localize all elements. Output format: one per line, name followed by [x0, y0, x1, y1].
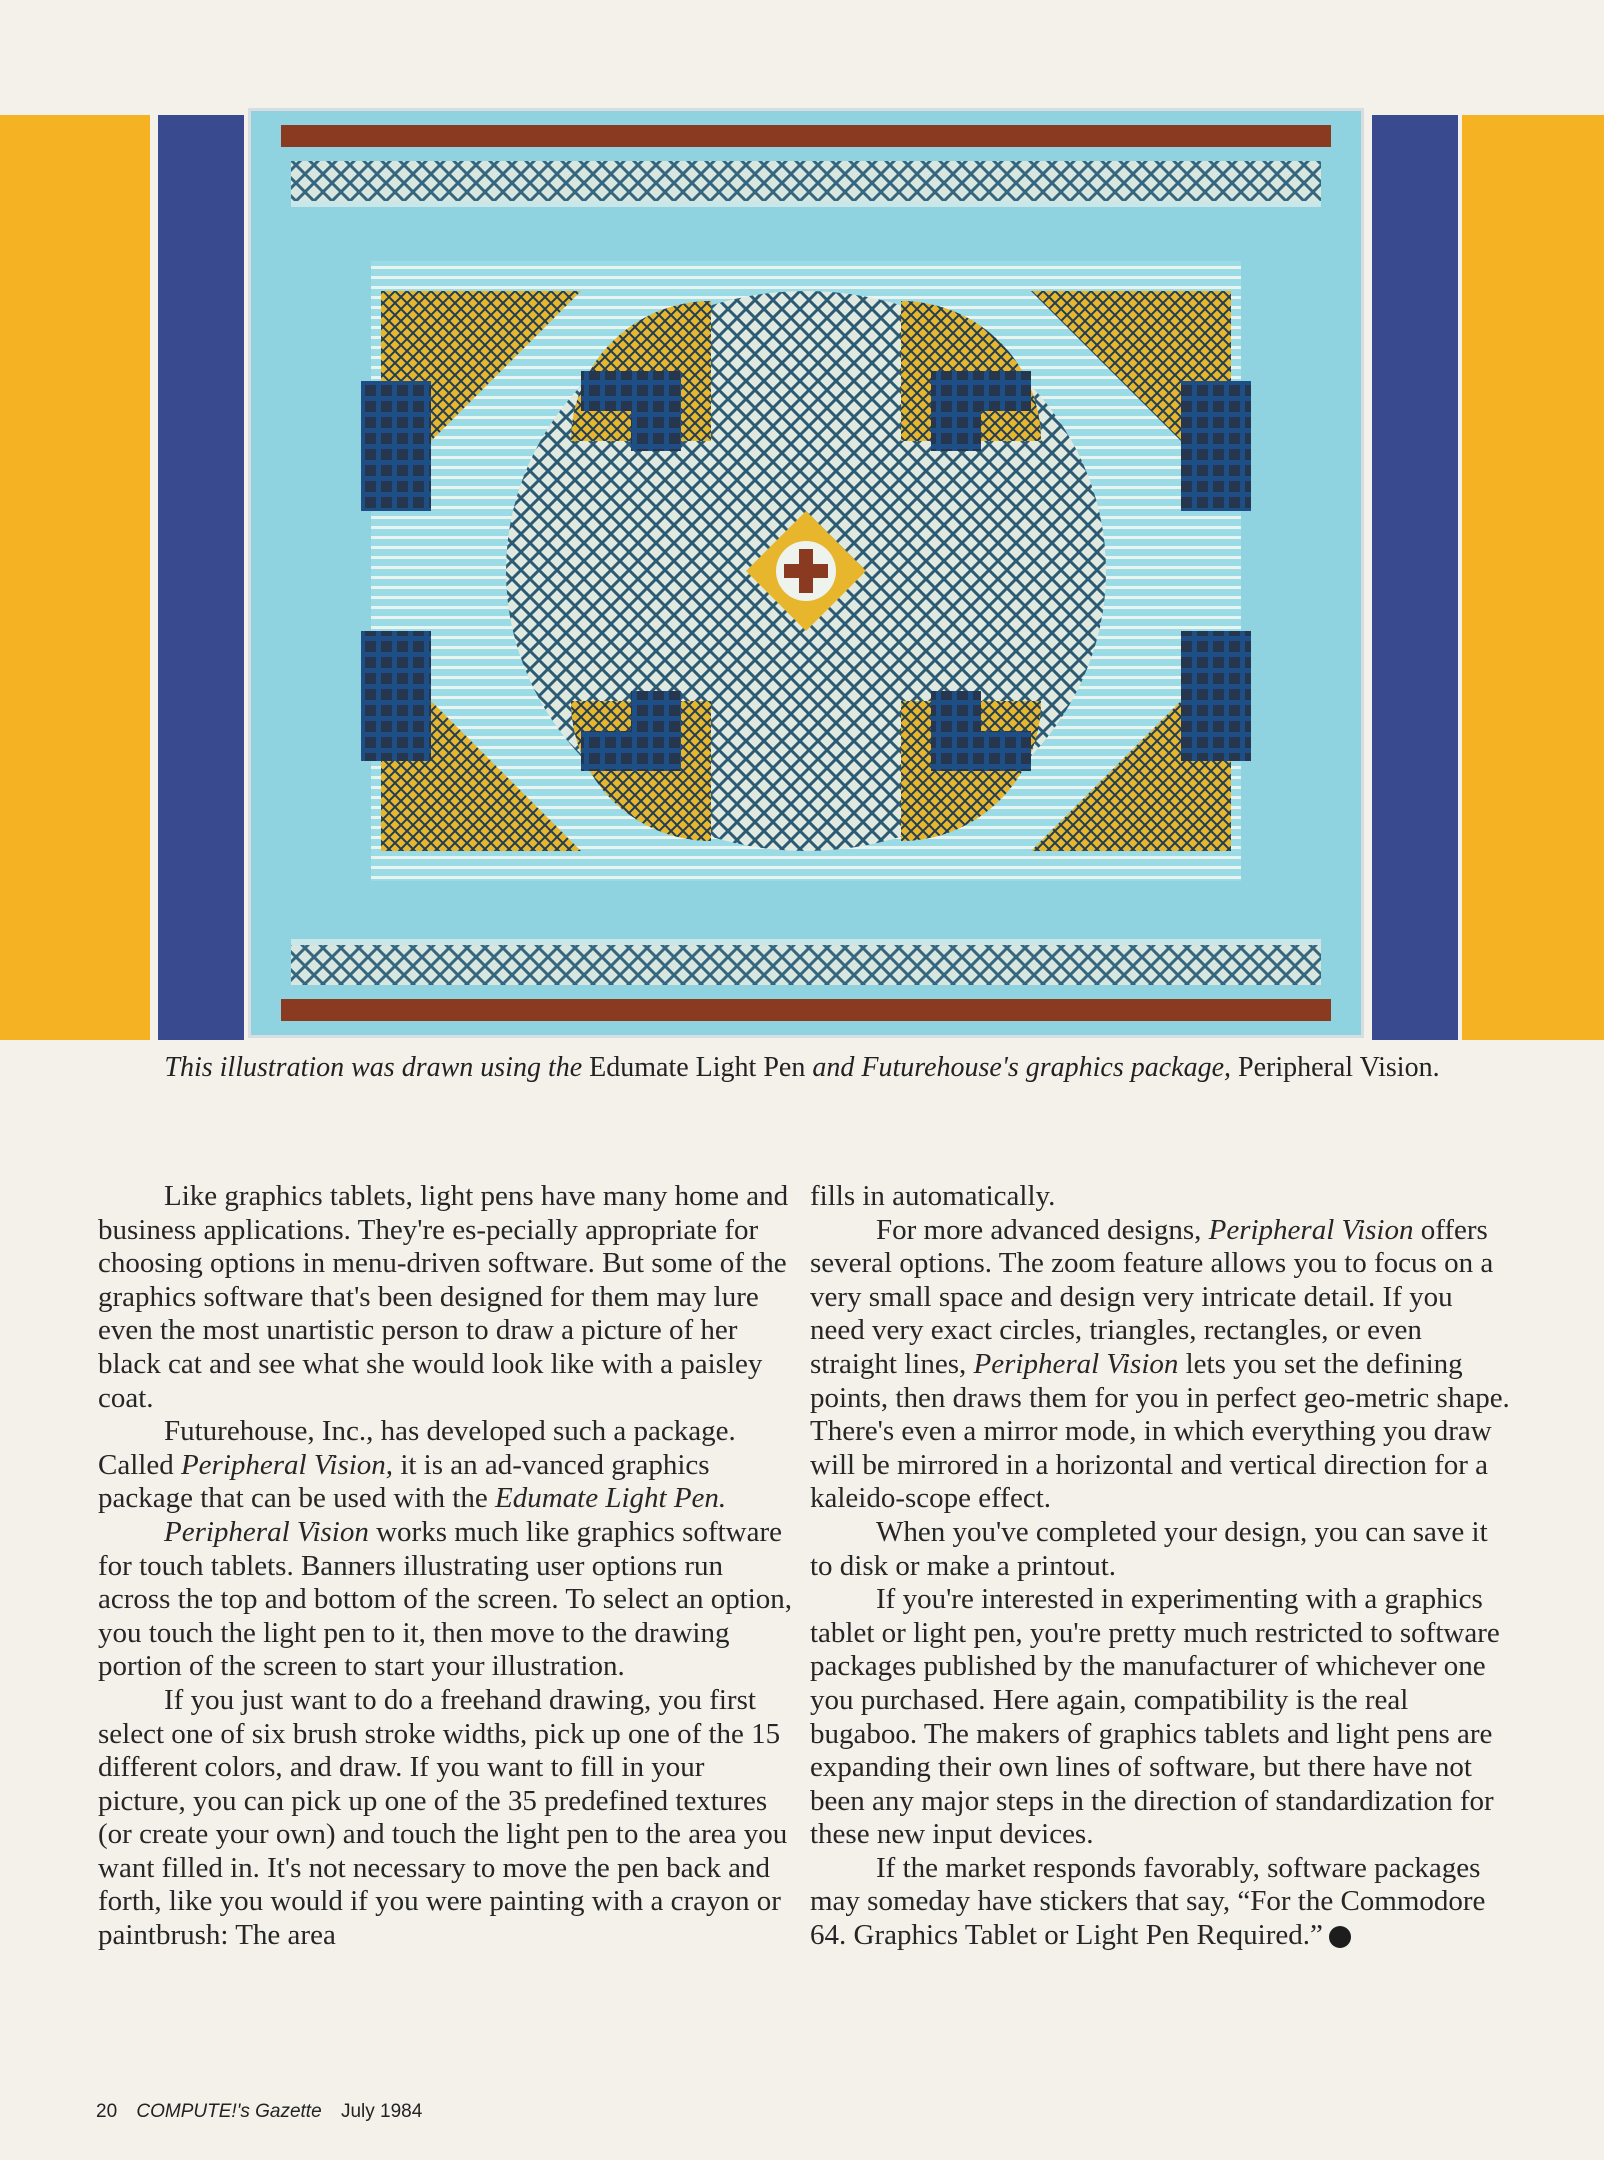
- kaleidoscope-artwork: [251, 111, 1361, 1035]
- article-column-left: [98, 1180, 798, 1953]
- gazette-end-mark-icon: G: [1329, 1926, 1351, 1948]
- caption-product: Edumate Light Pen: [589, 1052, 806, 1083]
- yellow-border-left: [0, 115, 150, 1040]
- paragraph: When you've completed your design, you can save it to disk or make a printout.: [810, 1515, 1488, 1582]
- magazine-name: COMPUTE!'s Gazette: [136, 2101, 322, 2122]
- article-column-right: [810, 1180, 1510, 1953]
- blue-border-right: [1372, 115, 1458, 1040]
- paragraph: If the market responds favorably, software packages may someday have stickers that say, “For the Commodore 64. Graphics Tablet or Light Pen Required.” G: [810, 1851, 1486, 1952]
- page-number: 20: [96, 2101, 118, 2122]
- caption-part-2: and Futurehouse's graphics package,: [812, 1052, 1232, 1083]
- caption-software: Peripheral Vision.: [1238, 1052, 1440, 1083]
- page-footer: [96, 2101, 422, 2123]
- caption-part-1: This illustration was drawn using the: [164, 1052, 583, 1083]
- figure-caption: [0, 1052, 1604, 1084]
- blue-border-left: [158, 115, 244, 1040]
- paragraph: If you're interested in experimenting with a graphics tablet or light pen, you're pretty much restricted to software packages published by the manufacturer of whichever one you purchased. Here again, compatibility is the real bugaboo. The makers of graphics tablets and light pens are expanding their own lines of software, but there have not been any major steps in the direction of standardization for these new input devices.: [810, 1583, 1500, 1851]
- light-pen-illustration: [248, 108, 1364, 1038]
- paragraph: For more advanced designs, Peripheral Vision offers several options. The zoom feature allows you to focus on a very small space and design very intricate detail. If you need very exact circles, triangles, rectangles, or even straight lines, Peripheral Vision lets you set the defining points, then draws them for you in perfect geo-metric shape. There's even a mirror mode, in which everything you draw will be mirrored in a horizontal and vertical direction for a kaleido-scope effect.: [810, 1213, 1510, 1515]
- yellow-border-right: [1462, 115, 1604, 1040]
- paragraph: Like graphics tablets, light pens have many home and business applications. They're es-pecially appropriate for choosing options in menu-driven software. But some of the graphics software that's been designed for them may lure even the most unartistic person to draw a picture of her black cat and see what she would look like with a paisley coat.: [98, 1180, 789, 1414]
- paragraph: Peripheral Vision works much like graphics software for touch tablets. Banners illustrating user options run across the top and bottom of the screen. To select an option, you touch the light pen to it, then move to the drawing portion of the screen to start your illustration.: [98, 1515, 793, 1683]
- paragraph: fills in automatically.: [810, 1180, 1056, 1212]
- paragraph: Futurehouse, Inc., has developed such a package. Called Peripheral Vision, it is an ad-vanced graphics package that can be used with the Edumate Light Pen.: [98, 1415, 736, 1515]
- paragraph: If you just want to do a freehand drawing, you first select one of six brush stroke widths, pick up one of the 15 different colors, and draw. If you want to fill in your picture, you can pick up one of the 35 predefined textures (or create your own) and touch the light pen to the area you want filled in. It's not necessary to move the pen back and forth, like you would if you were painting with a crayon or paintbrush: The area: [98, 1683, 788, 1952]
- issue-date: July 1984: [340, 2101, 423, 2122]
